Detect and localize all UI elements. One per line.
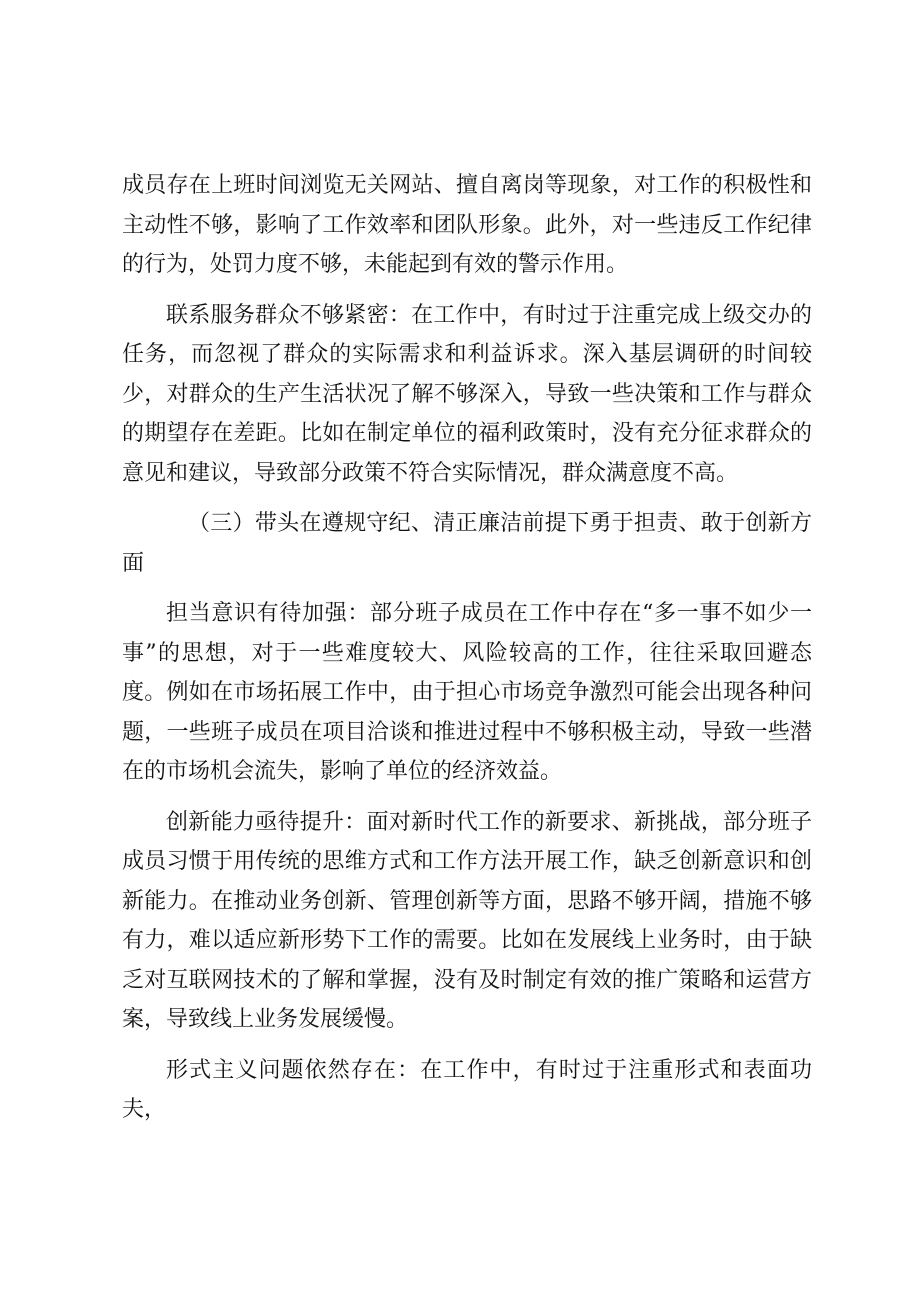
paragraph-continuation: 成员存在上班时间浏览无关网站、擅自离岗等现象，对工作的积极性和主动性不够，影响了工作效率和团队形象。此外，对一些违反工作纪律的行为，处罚力度不够，未能起到有效的警示作用。 (122, 173, 812, 277)
paragraph-mass-service: 联系服务群众不够紧密：在工作中，有时过于注重完成上级交办的任务，而忽视了群众的实际需求和利益诉求。深入基层调研的时间较少，对群众的生产生活状况了解不够深入，导致一些决策和工作与群众的期望存在差距。比如在制定单位的福利政策时，没有充分征求群众的意见和建议，导致部分政策不符合实际情况，群众满意度不高。 (122, 302, 812, 486)
section-heading-three: （三）带头在遵规守纪、清正廉洁前提下勇于担责、敢于创新方面 (122, 511, 812, 576)
paragraph-innovation: 创新能力亟待提升：面对新时代工作的新要求、新挑战，部分班子成员习惯于用传统的思维方式和工作方法开展工作，缺乏创新意识和创新能力。在推动业务创新、管理创新等方面，思路不够开阔，措施不够有力，难以适应新形势下工作的需要。比如在发展线上业务时，由于缺乏对互联网技术的了解和掌握，没有及时制定有效的推广策略和运营方案，导致线上业务发展缓慢。 (122, 809, 812, 1032)
paragraph-responsibility: 担当意识有待加强：部分班子成员在工作中存在“多一事不如少一事”的思想，对于一些难度较大、风险较高的工作，往往采取回避态度。例如在市场拓展工作中，由于担心市场竞争激烈可能会出现各种问题，一些班子成员在项目洽谈和推进过程中不够积极主动，导致一些潜在的市场机会流失，影响了单位的经济效益。 (122, 601, 812, 784)
paragraph-formalism: 形式主义问题依然存在：在工作中，有时过于注重形式和表面功夫， (122, 1057, 812, 1122)
document-body (122, 166, 812, 1141)
